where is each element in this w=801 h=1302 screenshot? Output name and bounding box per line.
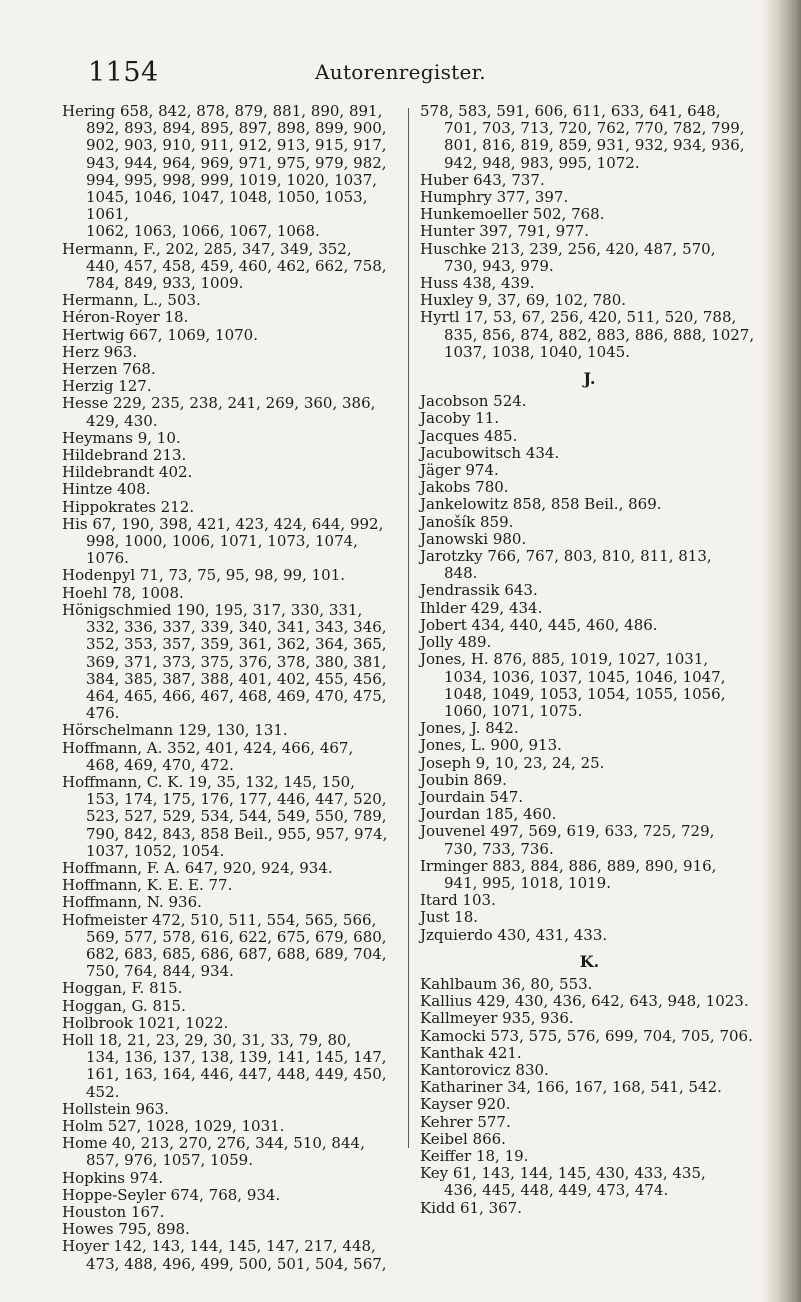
index-entry: Kanthak 421. xyxy=(420,1043,522,1062)
section-heading-k: K. xyxy=(579,951,600,971)
index-entry: Hoffmann, N. 936. xyxy=(62,893,202,912)
index-entry: Keibel 866. xyxy=(420,1129,506,1148)
index-entry: Jourdain 547. xyxy=(420,787,524,806)
index-entry: Jacobson 524. xyxy=(420,392,527,411)
index-entry: Itard 103. xyxy=(420,891,496,910)
index-entry: Hoffmann, F. A. 647, 920, 924, 934. xyxy=(62,858,333,877)
index-entry: Hippokrates 212. xyxy=(62,497,195,516)
index-entry: Hönigschmied 190, 195, 317, 330, 331, 332, 336, 337, 339, 340, 341, 343, 346, 352, 353, 357, 359, 361, 362, 364, 365, 369, 371, 373, 375, 376, 378, 380, 381, 384, 385, 387, 388, 401, 402, 455, 456, 464, 465, 466, 467, 468, 469, 470, 475, 476. xyxy=(62,600,387,723)
index-entry: Huss 438, 439. xyxy=(420,274,535,293)
index-entry: Hintze 408. xyxy=(62,480,151,499)
index-entry: 578, 583, 591, 606, 611, 633, 641, 648, 701, 703, 713, 720, 762, 770, 782, 799, 801, 816, 819, 859, 931, 932, 934, 936, 942, 948, 983, 995, 1072. xyxy=(420,102,745,172)
index-entry: Joubin 869. xyxy=(420,770,507,789)
index-entry: Holl 18, 21, 23, 29, 30, 31, 33, 79, 80, 134, 136, 137, 138, 139, 141, 145, 147, 161, 163, 164, 446, 447, 448, 449, 450, 452. xyxy=(62,1030,387,1101)
index-entry: Keiffer 18, 19. xyxy=(420,1146,529,1165)
index-entry: Jäger 974. xyxy=(420,461,499,480)
page-edge-shadow xyxy=(761,0,801,1302)
index-entry: Howes 795, 898. xyxy=(62,1220,190,1239)
index-entry: Irminger 883, 884, 886, 889, 890, 916, 941, 995, 1018, 1019. xyxy=(420,856,717,892)
index-entry: Kathariner 34, 166, 167, 168, 541, 542. xyxy=(420,1078,722,1097)
index-entry: Janošík 859. xyxy=(420,512,514,531)
index-entry: Hörschelmann 129, 130, 131. xyxy=(62,721,288,740)
index-entry: Key 61, 143, 144, 145, 430, 433, 435, 436, 445, 448, 449, 473, 474. xyxy=(420,1164,706,1200)
entries-j xyxy=(420,393,759,944)
index-entry: Hering 658, 842, 878, 879, 881, 890, 891, 892, 893, 894, 895, 897, 898, 899, 900, 902, 903, 910, 911, 912, 913, 915, 917, 943, 944, 964, 969, 971, 975, 979, 982, 994, 995, 998, 999, 1019, 1020, 1037, 1045, 1046, 1047, 1048, 1050, 1053, 1061, 1062, 1063, 1066, 1067, 1068. xyxy=(62,102,387,241)
index-entry: Hermann, F., 202, 285, 347, 349, 352, 440, 457, 458, 459, 460, 462, 662, 758, 784, 849, 933, 1009. xyxy=(62,239,387,293)
index-entry: Kidd 61, 367. xyxy=(420,1198,522,1217)
column-divider xyxy=(408,108,409,1148)
index-entry: Hodenpyl 71, 73, 75, 95, 98, 99, 101. xyxy=(62,566,346,585)
index-entry: Ihlder 429, 434. xyxy=(420,598,543,617)
index-entry: Holbrook 1021, 1022. xyxy=(62,1013,229,1032)
page-number: 1154 xyxy=(88,57,159,88)
index-entry: Héron-Royer 18. xyxy=(62,308,189,327)
index-entry: Hertwig 667, 1069, 1070. xyxy=(62,325,258,344)
index-entry: Kallmeyer 935, 936. xyxy=(420,1009,574,1028)
index-entry: Hopkins 974. xyxy=(62,1168,164,1187)
index-entry: Herzen 768. xyxy=(62,360,156,379)
index-entry: Jones, L. 900, 913. xyxy=(420,736,562,755)
index-entry: Hesse 229, 235, 238, 241, 269, 360, 386, 429, 430. xyxy=(62,394,376,430)
index-entry: Houston 167. xyxy=(62,1203,165,1221)
index-entry: Hollstein 963. xyxy=(62,1099,169,1118)
index-entry: Hunter 397, 791, 977. xyxy=(420,222,589,241)
index-entry: Jourdan 185, 460. xyxy=(420,805,557,824)
index-entry: Hildebrandt 402. xyxy=(62,463,193,482)
index-entry: Jobert 434, 440, 445, 460, 486. xyxy=(420,615,658,634)
index-entry: Herz 963. xyxy=(62,342,138,361)
index-entry: Home 40, 213, 270, 276, 344, 510, 844, 857, 976, 1057, 1059. xyxy=(62,1134,365,1170)
index-entry: Jacubowitsch 434. xyxy=(420,443,560,462)
index-entry: Jones, H. 876, 885, 1019, 1027, 1031, 1034, 1036, 1037, 1045, 1046, 1047, 1048, 1049, 1053, 1054, 1055, 1056, 1060, 1071, 1075. xyxy=(420,650,726,720)
index-entry: Hoehl 78, 1008. xyxy=(62,583,184,602)
left-column xyxy=(62,103,397,1273)
index-entry: Hoffmann, C. K. 19, 35, 132, 145, 150, 153, 174, 175, 176, 177, 446, 447, 520, 523, 527, 529, 534, 544, 549, 550, 789, 790, 842, 843, 858 Beil., 955, 957, 974, 1037, 1052, 1054. xyxy=(62,772,388,860)
running-title: Autorenregister. xyxy=(315,60,486,84)
index-entry: Jouvenel 497, 569, 619, 633, 725, 729, 730, 733, 736. xyxy=(420,822,715,858)
index-entry: Jzquierdo 430, 431, 433. xyxy=(420,925,608,944)
index-entry: Hunkemoeller 502, 768. xyxy=(420,205,605,224)
entries-k xyxy=(420,976,759,1217)
index-entry: Kamocki 573, 575, 576, 699, 704, 705, 706. xyxy=(420,1026,753,1045)
index-entry: Hoffmann, K. E. E. 77. xyxy=(62,876,233,895)
index-entry: Hildebrand 213. xyxy=(62,446,187,465)
index-entry: Herzig 127. xyxy=(62,377,152,396)
index-entry: Kahlbaum 36, 80, 553. xyxy=(420,974,593,993)
right-column xyxy=(420,103,759,1217)
index-entry: Huber 643, 737. xyxy=(420,170,545,189)
section-heading-j: J. xyxy=(583,369,596,389)
index-entry: Jankelowitz 858, 858 Beil., 869. xyxy=(420,495,662,514)
index-entry: Jarotzky 766, 767, 803, 810, 811, 813, 848. xyxy=(420,547,712,583)
index-entry: Huxley 9, 37, 69, 102, 780. xyxy=(420,291,627,310)
index-entry: Kayser 920. xyxy=(420,1095,511,1114)
index-entry: Jendrassik 643. xyxy=(420,581,538,600)
index-entry: Hermann, L., 503. xyxy=(62,291,201,310)
index-entry: Hoffmann, A. 352, 401, 424, 466, 467, 468, 469, 470, 472. xyxy=(62,738,354,774)
entries-h-continued xyxy=(420,103,759,361)
index-entry: Joseph 9, 10, 23, 24, 25. xyxy=(420,753,605,772)
index-entry: Jacoby 11. xyxy=(420,409,500,428)
index-entry: Hoppe-Seyler 674, 768, 934. xyxy=(62,1185,281,1204)
index-entry: Kallius 429, 430, 436, 642, 643, 948, 1023. xyxy=(420,992,749,1011)
index-entry: Jakobs 780. xyxy=(420,478,509,497)
index-entry: Holm 527, 1028, 1029, 1031. xyxy=(62,1116,285,1135)
index-entry: Huschke 213, 239, 256, 420, 487, 570, 730, 943, 979. xyxy=(420,239,716,275)
index-entry: Jones, J. 842. xyxy=(420,719,519,738)
index-entry: Jacques 485. xyxy=(420,426,518,445)
index-entry: His 67, 190, 398, 421, 423, 424, 644, 992, 998, 1000, 1006, 1071, 1073, 1074, 1076. xyxy=(62,514,384,568)
index-entry: Kantorovicz 830. xyxy=(420,1060,549,1079)
index-entry: Heymans 9, 10. xyxy=(62,428,181,447)
index-entry: Hoggan, G. 815. xyxy=(62,996,186,1015)
index-entry: Hoyer 142, 143, 144, 145, 147, 217, 448, 473, 488, 496, 499, 500, 501, 504, 567, xyxy=(62,1237,387,1273)
index-entry: Hoggan, F. 815. xyxy=(62,979,183,998)
index-entry: Jolly 489. xyxy=(420,633,492,652)
index-entry: Hyrtl 17, 53, 67, 256, 420, 511, 520, 788, 835, 856, 874, 882, 883, 886, 888, 1027, 1037, 1038, 1040, 1045. xyxy=(420,308,755,361)
index-entry: Kehrer 577. xyxy=(420,1112,511,1131)
index-entry: Humphry 377, 397. xyxy=(420,188,569,207)
index-entry: Hofmeister 472, 510, 511, 554, 565, 566, 569, 577, 578, 616, 622, 675, 679, 680, 682, 683, 685, 686, 687, 688, 689, 704, 750, 764, 844, 934. xyxy=(62,910,387,981)
index-entry: Janowski 980. xyxy=(420,529,527,548)
index-entry: Just 18. xyxy=(420,908,479,927)
